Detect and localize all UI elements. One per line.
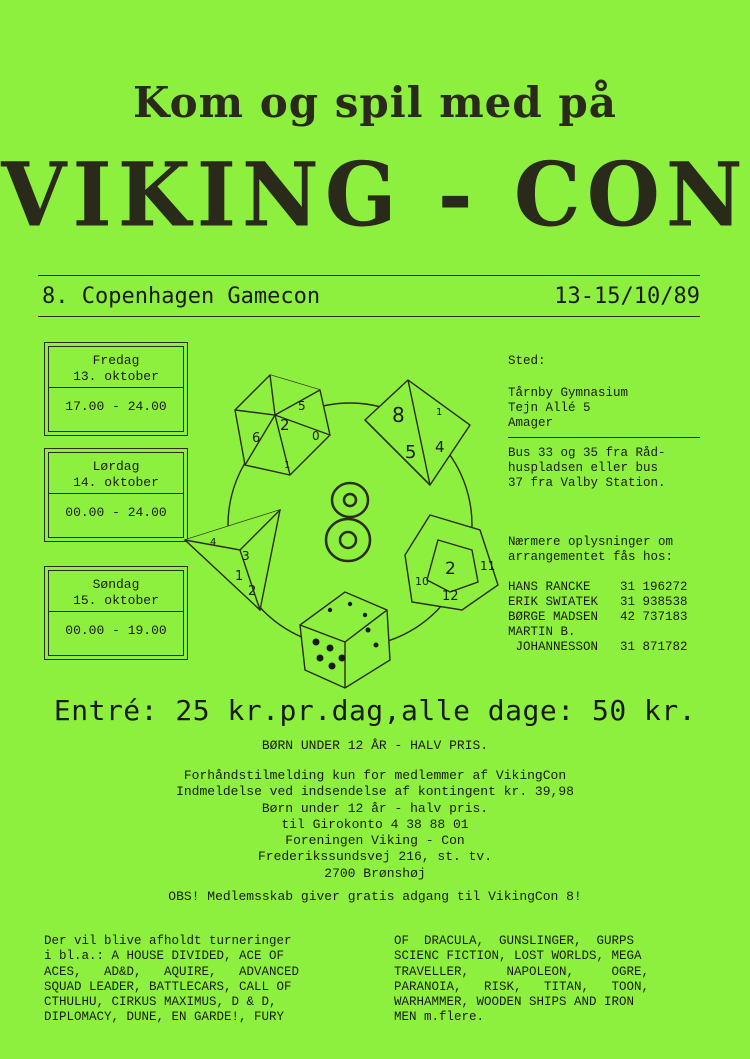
day-title (49, 353, 183, 385)
contact-phone: 42 737183 (620, 610, 688, 624)
day-box-saturday (44, 448, 188, 542)
day-name: Fredag (92, 353, 140, 368)
venue-label: Sted: (508, 354, 546, 368)
contact-name: JOHANNESSON (508, 640, 599, 654)
contact-name: ERIK SWIATEK (508, 595, 599, 609)
day-date: 14. oktober (73, 475, 159, 490)
day-box-frame (48, 346, 184, 432)
d4-label: 4 (210, 537, 217, 548)
d20-label: 6 (252, 431, 261, 446)
venue-street: Tejn Allé 5 (508, 401, 591, 415)
d8-label: 8 (392, 403, 405, 427)
info-line: til Girokonto 4 38 88 01 (281, 816, 469, 832)
info-line: 2700 Brønshøj (324, 865, 426, 881)
tournament-line: Der vil blive afholdt turneringer (44, 934, 292, 948)
center-eight (326, 483, 370, 561)
day-date: 15. oktober (73, 593, 159, 608)
day-title (49, 459, 183, 491)
header-title: VIKING - CON (1, 142, 749, 247)
venue-area: Amager (508, 416, 554, 430)
d8-die (365, 380, 470, 485)
d12-label: 10 (415, 575, 429, 588)
day-box-friday (44, 342, 188, 436)
transport-line: huspladsen eller bus (508, 461, 659, 475)
tournament-line: MEN m.flere. (394, 1010, 485, 1025)
event-dates: 13-15/10/89 (554, 284, 700, 309)
top-rule (38, 275, 700, 276)
d4-label: 1 (235, 569, 244, 584)
d12-label: 12 (442, 589, 459, 604)
tournament-line: WARHAMMER, WOODEN SHIPS AND IRON (394, 995, 635, 1010)
tournament-line: OF DRACULA, GUNSLINGER, GURPS (394, 934, 635, 948)
venue-name: Tårnby Gymnasium (508, 386, 629, 400)
d8-label: 4 (435, 438, 445, 456)
contact-row (508, 640, 688, 655)
contact-name: BØRGE MADSEN (508, 610, 599, 624)
tournament-line: ACES, AD&D, AQUIRE, ADVANCED (44, 964, 300, 979)
day-time: 00.00 - 24.00 (65, 505, 167, 520)
d4-die (185, 510, 280, 610)
d12-label: 11 (480, 559, 496, 573)
d20-label: 2 (280, 416, 290, 434)
contact-intro: arrangementet fås hos: (508, 550, 674, 564)
contact-list (508, 580, 688, 655)
transport-line: 37 fra Valby Station. (508, 476, 666, 490)
info-line: Foreningen Viking - Con (285, 833, 465, 849)
d20-label: 0 (312, 429, 320, 443)
membership-info (0, 768, 750, 882)
day-separator (49, 387, 183, 388)
d20-label: 5 (298, 399, 306, 413)
tournaments-right (394, 934, 649, 1026)
tournaments-left (44, 934, 299, 1026)
contact-row (508, 595, 688, 610)
contact-phone: 31 871782 (620, 640, 688, 654)
day-time: 00.00 - 19.00 (65, 623, 167, 638)
event-name: 8. Copenhagen Gamecon (42, 284, 321, 309)
obs-note: OBS! Medlemsskab giver gratis adgang til VikingCon 8! (168, 889, 582, 904)
day-date: 13. oktober (73, 369, 159, 384)
day-name: Søndag (92, 577, 140, 592)
contact-row (508, 580, 688, 595)
d4-label: 2 (248, 584, 257, 599)
contact-phone: 31 196272 (620, 580, 688, 594)
info-line: Frederikssundsvej 216, st. tv. (257, 849, 493, 865)
day-time: 17.00 - 24.00 (65, 399, 167, 414)
d8-label: 1 (436, 407, 443, 418)
day-box-frame (48, 570, 184, 656)
day-separator (49, 611, 183, 612)
tournament-line: i bl.a.: A HOUSE DIVIDED, ACE OF (44, 949, 285, 964)
day-name: Lørdag (92, 459, 140, 474)
bottom-rule (38, 316, 700, 317)
tournament-line: SCIENC FICTION, LOST WORLDS, MEGA (394, 949, 642, 964)
contact-name: MARTIN B. (508, 625, 576, 639)
tournament-line: SQUAD LEADER, BATTLECARS, CALL OF (44, 979, 292, 994)
tournament-line: DIPLOMACY, DUNE, EN GARDE!, FURY (44, 1010, 285, 1025)
contact-name: HANS RANCKE (508, 580, 591, 594)
contact-row (508, 610, 688, 625)
transport-line: Bus 33 og 35 fra Råd- (508, 446, 666, 460)
info-line: Børn under 12 år - halv pris. (261, 800, 489, 816)
contact-row (508, 625, 688, 640)
day-box-sunday (44, 566, 188, 660)
day-box-frame (48, 452, 184, 538)
dice-illustration (180, 360, 510, 700)
tournament-line: CTHULHU, CIRKUS MAXIMUS, D & D, (44, 995, 277, 1010)
d8-label: 5 (405, 442, 417, 463)
header-subtitle: Kom og spil med på (133, 78, 617, 127)
day-separator (49, 493, 183, 494)
d20-label: 1 (284, 460, 291, 471)
tournament-line: TRAVELLER, NAPOLEON, OGRE, (394, 964, 650, 979)
entry-price: Entré: 25 kr.pr.dag,alle dage: 50 kr. (53, 694, 697, 727)
info-line: Forhåndstilmelding kun for medlemmer af VikingCon (183, 768, 567, 783)
children-note: BØRN UNDER 12 ÅR - HALV PRIS. (261, 738, 489, 753)
d12-label: 2 (445, 559, 456, 579)
day-title (49, 577, 183, 609)
info-line: Indmeldelse ved indsendelse af kontingent kr. 39,98 (176, 784, 574, 800)
venue-rule (508, 437, 700, 438)
contact-intro: Nærmere oplysninger om (508, 535, 674, 549)
d4-label: 3 (242, 549, 250, 563)
tournament-line: PARANOIA, RISK, TITAN, TOON, (394, 979, 650, 994)
contact-phone: 31 938538 (620, 595, 688, 609)
